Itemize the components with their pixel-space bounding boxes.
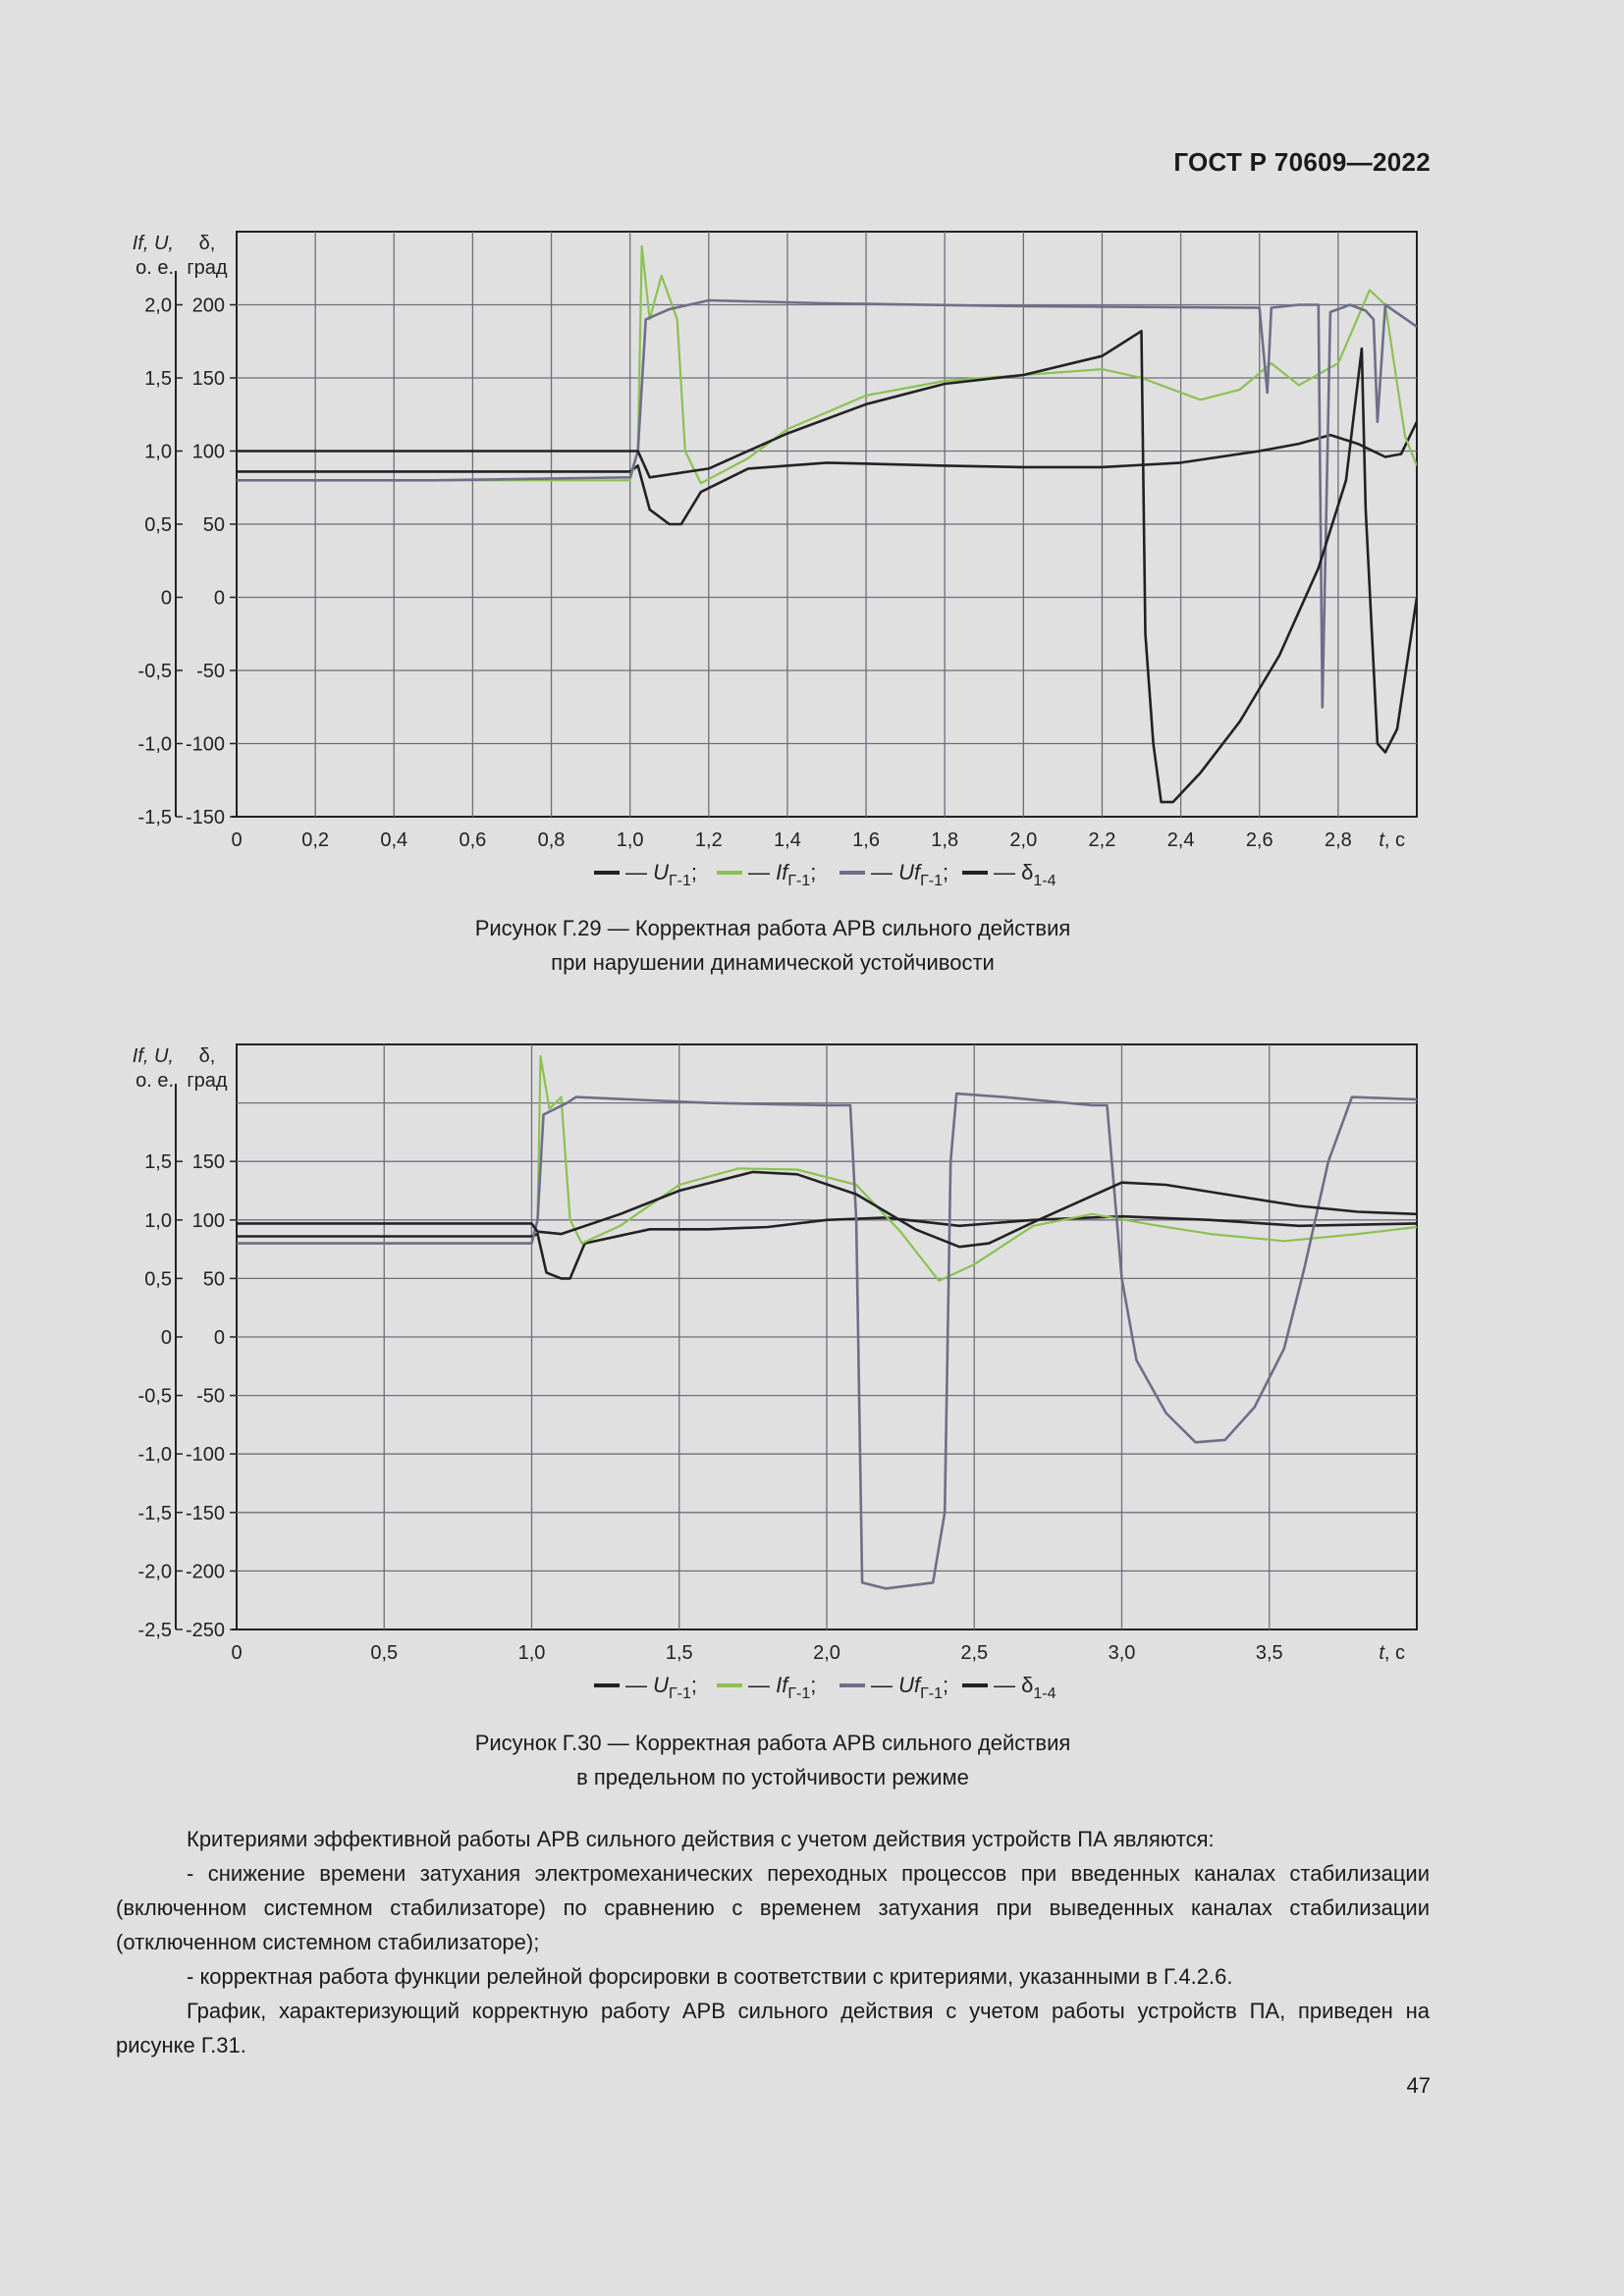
right-tick-label: -50 xyxy=(196,661,225,682)
figure-caption xyxy=(0,911,1545,980)
left-axis-unit: о. е. xyxy=(135,1070,174,1092)
x-tick-label: 1,0 xyxy=(517,1642,546,1664)
right-tick-label: 150 xyxy=(191,368,225,390)
x-tick-label: 2,6 xyxy=(1245,829,1273,851)
chart-g29 xyxy=(0,216,1624,903)
right-tick-label: 100 xyxy=(191,441,225,463)
caption-line-2: в предельном по устойчивости режиме xyxy=(576,1765,969,1789)
legend-label: — $Uf_{Г-1}$; xyxy=(871,860,949,889)
x-tick-label: 3,5 xyxy=(1255,1642,1283,1664)
right-axis-unit: град xyxy=(187,1070,228,1092)
x-tick-label: 0 xyxy=(231,829,243,851)
x-tick-label: 0 xyxy=(231,1642,243,1664)
x-tick-label: 1,2 xyxy=(694,829,723,851)
left-tick-label: 0 xyxy=(160,1327,172,1349)
page-number: 47 xyxy=(1406,2073,1431,2098)
x-axis-label: t, с xyxy=(1379,1642,1405,1664)
right-tick-label: 0 xyxy=(213,1327,225,1349)
right-tick-label: 50 xyxy=(202,514,225,536)
left-tick-label: 1,5 xyxy=(144,368,172,390)
x-tick-label: 0,8 xyxy=(537,829,566,851)
right-tick-label: 0 xyxy=(213,587,225,610)
left-tick-label: -0,5 xyxy=(137,1385,172,1408)
body-text xyxy=(116,1822,1430,2062)
caption-line-1: Рисунок Г.30 — Корректная работа АРВ сильного действия xyxy=(474,1731,1071,1755)
document-header: ГОСТ Р 70609—2022 xyxy=(1173,147,1431,177)
right-tick-label: -150 xyxy=(185,1502,225,1524)
figure-g29 xyxy=(0,216,1624,982)
left-tick-label: -2,5 xyxy=(137,1620,172,1641)
legend-label: — $If_{Г-1}$; xyxy=(748,1673,817,1702)
left-tick-label: -1,0 xyxy=(137,733,172,756)
left-tick-label: 1,5 xyxy=(144,1151,172,1174)
left-tick-label: 0,5 xyxy=(144,514,172,536)
paragraph: - снижение времени затухания электромеханических переходных процессов при введенных каналах стабилизации (включенном системном стабилизаторе) по сравнению с временем затухания при выведенных каналах стабилизации (отключенном системном стабилизаторе); xyxy=(116,1861,1430,1954)
right-tick-label: -200 xyxy=(185,1561,225,1583)
right-tick-label: -100 xyxy=(185,733,225,756)
right-tick-label: 150 xyxy=(191,1151,225,1174)
left-tick-label: -0,5 xyxy=(137,661,172,682)
series-line-0 xyxy=(237,422,1417,524)
x-tick-label: 2,0 xyxy=(1009,829,1038,851)
caption-line-1: Рисунок Г.29 — Корректная работа АРВ сильного действия xyxy=(474,916,1071,940)
x-tick-label: 1,6 xyxy=(852,829,880,851)
left-tick-label: 0 xyxy=(160,587,172,610)
x-tick-label: 1,4 xyxy=(774,829,801,851)
x-tick-label: 2,8 xyxy=(1324,829,1352,851)
x-axis-label: t, с xyxy=(1379,829,1405,851)
x-tick-label: 2,4 xyxy=(1166,829,1195,851)
paragraph: График, характеризующий корректную работу АРВ сильного действия с учетом работы устройств ПА, приведен на рисунке Г.31. xyxy=(116,1999,1430,2057)
figure-caption xyxy=(0,1726,1545,1794)
x-tick-label: 0,4 xyxy=(380,829,408,851)
series-line-3 xyxy=(237,331,1417,802)
chart-g30 xyxy=(0,1031,1624,1718)
caption-line-2: при нарушении динамической устойчивости xyxy=(551,950,995,975)
x-tick-label: 1,0 xyxy=(616,829,644,851)
right-axis-unit: град xyxy=(187,257,228,279)
x-tick-label: 0,6 xyxy=(459,829,487,851)
right-axis-header: δ, xyxy=(198,1045,216,1067)
left-axis-header: If, U, xyxy=(132,1045,174,1067)
paragraph: - корректная работа функции релейной форсировки в соответствии с критериями, указанными в Г.4.2.6. xyxy=(187,1964,1233,1989)
legend-label: — $U_{Г-1}$; xyxy=(625,860,698,889)
figure-g30 xyxy=(0,1031,1624,1816)
right-tick-label: 50 xyxy=(202,1268,225,1291)
left-tick-label: -2,0 xyxy=(137,1561,172,1583)
left-tick-label: -1,5 xyxy=(137,1502,172,1524)
right-tick-label: -250 xyxy=(185,1620,225,1641)
legend-label: — $\delta_{1-4}$ xyxy=(994,860,1056,889)
right-tick-label: -100 xyxy=(185,1444,225,1467)
right-tick-label: 200 xyxy=(191,294,225,317)
series-line-2 xyxy=(237,300,1417,707)
left-tick-label: 1,0 xyxy=(144,441,172,463)
left-tick-label: -1,5 xyxy=(137,807,172,828)
x-tick-label: 1,8 xyxy=(931,829,959,851)
x-tick-label: 3,0 xyxy=(1108,1642,1136,1664)
right-tick-label: 100 xyxy=(191,1209,225,1232)
series-line-1 xyxy=(237,246,1417,483)
x-tick-label: 1,5 xyxy=(665,1642,693,1664)
x-tick-label: 2,2 xyxy=(1088,829,1116,851)
left-tick-label: 0,5 xyxy=(144,1268,172,1291)
left-tick-label: -1,0 xyxy=(137,1444,172,1467)
x-tick-label: 2,5 xyxy=(960,1642,989,1664)
right-tick-label: -50 xyxy=(196,1385,225,1408)
left-axis-header: If, U, xyxy=(132,233,174,254)
left-tick-label: 2,0 xyxy=(144,294,172,317)
paragraph: Критериями эффективной работы АРВ сильного действия с учетом действия устройств ПА являются: xyxy=(187,1827,1215,1851)
x-tick-label: 0,2 xyxy=(301,829,330,851)
legend-label: — $If_{Г-1}$; xyxy=(748,860,817,889)
legend-label: — $\delta_{1-4}$ xyxy=(994,1673,1056,1702)
x-tick-label: 2,0 xyxy=(813,1642,840,1664)
right-axis-header: δ, xyxy=(198,233,216,254)
right-tick-label: -150 xyxy=(185,807,225,828)
legend-label: — $Uf_{Г-1}$; xyxy=(871,1673,949,1702)
x-tick-label: 0,5 xyxy=(370,1642,399,1664)
left-axis-unit: о. е. xyxy=(135,257,174,279)
legend-label: — $U_{Г-1}$; xyxy=(625,1673,698,1702)
left-tick-label: 1,0 xyxy=(144,1209,172,1232)
